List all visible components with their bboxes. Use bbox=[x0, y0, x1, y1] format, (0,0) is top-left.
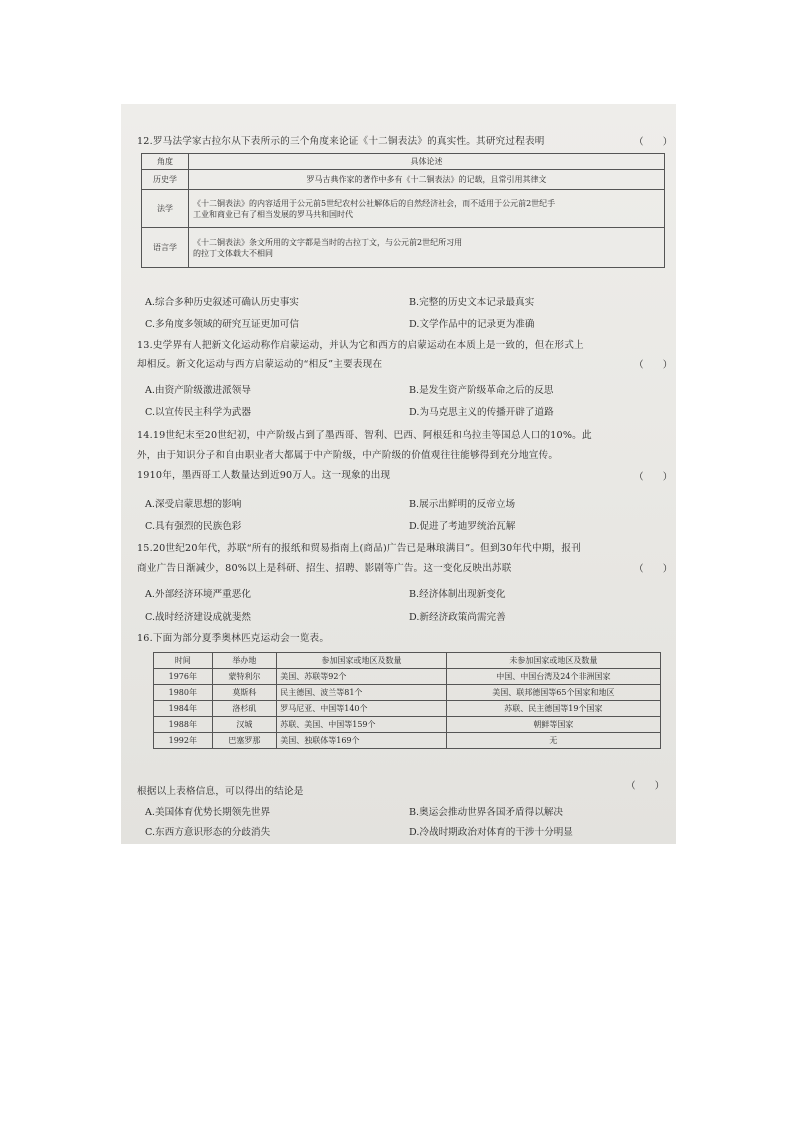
q12-option-c: C.多角度多领域的研究互证更加可信 bbox=[145, 319, 299, 330]
argument-law bbox=[189, 190, 665, 228]
answer-paren-15: （ ） bbox=[634, 564, 673, 575]
q15-option-b: B.经济体制出现新变化 bbox=[409, 589, 506, 600]
angle-law: 法学 bbox=[142, 190, 189, 228]
table-row bbox=[154, 733, 661, 749]
cell-absentees: 苏联、民主德国等19个国家 bbox=[446, 701, 660, 717]
cell-year: 1984年 bbox=[154, 701, 213, 717]
cell-year: 1992年 bbox=[154, 733, 213, 749]
table-row bbox=[154, 717, 661, 733]
question-15-stem bbox=[137, 541, 667, 576]
q16-olympics-table bbox=[153, 652, 661, 749]
q13-option-c: C.以宣传民主科学为武器 bbox=[145, 407, 251, 418]
header-absentees: 未参加国家或地区及数量 bbox=[446, 653, 660, 669]
answer-paren-13: （ ） bbox=[634, 360, 673, 371]
answer-paren-12: （ ） bbox=[634, 137, 673, 148]
header-argument: 具体论述 bbox=[189, 154, 665, 170]
argument-linguistics bbox=[189, 228, 665, 268]
header-angle: 角度 bbox=[142, 154, 189, 170]
cell-absentees: 无 bbox=[446, 733, 660, 749]
q14-line-3: 1910年，墨西哥工人数量达到近90万人。这一现象的出现 bbox=[137, 470, 391, 481]
q14-option-b: B.展示出鲜明的反帝立场 bbox=[409, 499, 516, 510]
table-row bbox=[154, 685, 661, 701]
cell-absentees: 美国、联邦德国等65个国家和地区 bbox=[446, 685, 660, 701]
q13-option-b: B.是发生资产阶级革命之后的反思 bbox=[409, 385, 554, 396]
q14-option-d: D.促进了考迪罗统治瓦解 bbox=[409, 521, 516, 532]
q16-option-d: D.冷战时期政治对体育的干涉十分明显 bbox=[409, 827, 573, 838]
header-participants: 参加国家或地区及数量 bbox=[277, 653, 447, 669]
answer-paren-16: （ ） bbox=[626, 781, 665, 792]
argument-law-line-1: 《十二铜表法》的内容适用于公元前5世纪农村公社解体后的自然经济社会，而不适用于公元前2世纪手 bbox=[193, 198, 556, 208]
q12-option-b: B.完整的历史文本记录最真实 bbox=[409, 297, 535, 308]
cell-participants: 罗马尼亚、中国等140个 bbox=[277, 701, 447, 717]
header-host: 举办地 bbox=[212, 653, 277, 669]
argument-history: 罗马古典作家的著作中多有《十二铜表法》的记载，且常引用其律文 bbox=[189, 170, 665, 190]
argument-linguistics-line-1: 《十二铜表法》条文所用的文字都是当时的古拉丁文，与公元前2世纪所习用 bbox=[193, 237, 463, 247]
q16-conclusion-prompt: 根据以上表格信息，可以得出的结论是 bbox=[137, 786, 304, 797]
cell-year: 1976年 bbox=[154, 669, 213, 685]
q12-table bbox=[141, 153, 665, 268]
cell-absentees: 朝鲜等国家 bbox=[446, 717, 660, 733]
table-row bbox=[154, 669, 661, 685]
cell-participants: 苏联、美国、中国等159个 bbox=[277, 717, 447, 733]
angle-linguistics: 语言学 bbox=[142, 228, 189, 268]
q14-line-2: 外，由于知识分子和自由职业者大都属于中产阶级，中产阶级的价值观往往能够得到充分地宣传。 bbox=[137, 450, 559, 461]
q15-line-1: 15.20世纪20年代，苏联“所有的报纸和贸易指南上(商品)广告已是琳琅满目”。但到30年代中期，报刊 bbox=[137, 543, 581, 554]
question-13-stem bbox=[137, 338, 667, 372]
argument-law-line-2: 工业和商业已有了相当发展的罗马共和国时代 bbox=[193, 209, 353, 219]
q13-option-a: A.由资产阶级激进派领导 bbox=[145, 385, 251, 396]
question-12-stem: 12.罗马法学家古拉尔从下表所示的三个角度来论证《十二铜表法》的真实性。其研究过程表明 bbox=[137, 136, 545, 147]
header-time: 时间 bbox=[154, 653, 213, 669]
cell-year: 1988年 bbox=[154, 717, 213, 733]
q13-line-1: 13.史学界有人把新文化运动称作启蒙运动，并认为它和西方的启蒙运动在本质上是一致的，但在形式上 bbox=[137, 340, 584, 351]
answer-paren-14: （ ） bbox=[634, 472, 673, 483]
q15-option-d: D.新经济政策尚需完善 bbox=[409, 612, 506, 623]
q12-option-d: D.文学作品中的记录更为准确 bbox=[409, 319, 535, 330]
q13-option-d: D.为马克思主义的传播开辟了道路 bbox=[409, 407, 554, 418]
q14-line-1: 14.19世纪末至20世纪初，中产阶级占到了墨西哥、智利、巴西、阿根廷和乌拉圭等国总人口的10%。此 bbox=[137, 430, 592, 441]
table-row bbox=[154, 701, 661, 717]
cell-host: 汉城 bbox=[212, 717, 277, 733]
cell-participants: 民主德国、波兰等81个 bbox=[277, 685, 447, 701]
angle-history: 历史学 bbox=[142, 170, 189, 190]
q14-option-c: C.具有强烈的民族色彩 bbox=[145, 521, 242, 532]
question-14-stem bbox=[137, 428, 667, 483]
exam-page-photo bbox=[121, 104, 676, 844]
q12-option-a: A.综合多种历史叙述可确认历史事实 bbox=[145, 297, 299, 308]
argument-linguistics-line-2: 的拉丁文体载大不相同 bbox=[193, 248, 273, 258]
q13-line-2: 却相反。新文化运动与西方启蒙运动的“相反”主要表现在 bbox=[137, 359, 383, 370]
q16-option-b: B.奥运会推动世界各国矛盾得以解决 bbox=[409, 807, 564, 818]
q15-option-a: A.外部经济环境严重恶化 bbox=[145, 589, 251, 600]
cell-host: 洛杉矶 bbox=[212, 701, 277, 717]
q14-option-a: A.深受启蒙思想的影响 bbox=[145, 499, 242, 510]
cell-year: 1980年 bbox=[154, 685, 213, 701]
cell-host: 巴塞罗那 bbox=[212, 733, 277, 749]
cell-host: 莫斯科 bbox=[212, 685, 277, 701]
cell-participants: 美国、独联体等169个 bbox=[277, 733, 447, 749]
cell-participants: 美国、苏联等92个 bbox=[277, 669, 447, 685]
q15-line-2: 商业广告日渐减少，80%以上是科研、招生、招聘、影剧等广告。这一变化反映出苏联 bbox=[137, 563, 512, 574]
q16-option-c: C.东西方意识形态的分歧消失 bbox=[145, 827, 271, 838]
cell-absentees: 中国、中国台湾及24个非洲国家 bbox=[446, 669, 660, 685]
question-16-stem: 16.下面为部分夏季奥林匹克运动会一览表。 bbox=[137, 633, 330, 644]
cell-host: 蒙特利尔 bbox=[212, 669, 277, 685]
q15-option-c: C.战时经济建设成就斐然 bbox=[145, 612, 251, 623]
q16-option-a: A.美国体育优势长期领先世界 bbox=[145, 807, 271, 818]
